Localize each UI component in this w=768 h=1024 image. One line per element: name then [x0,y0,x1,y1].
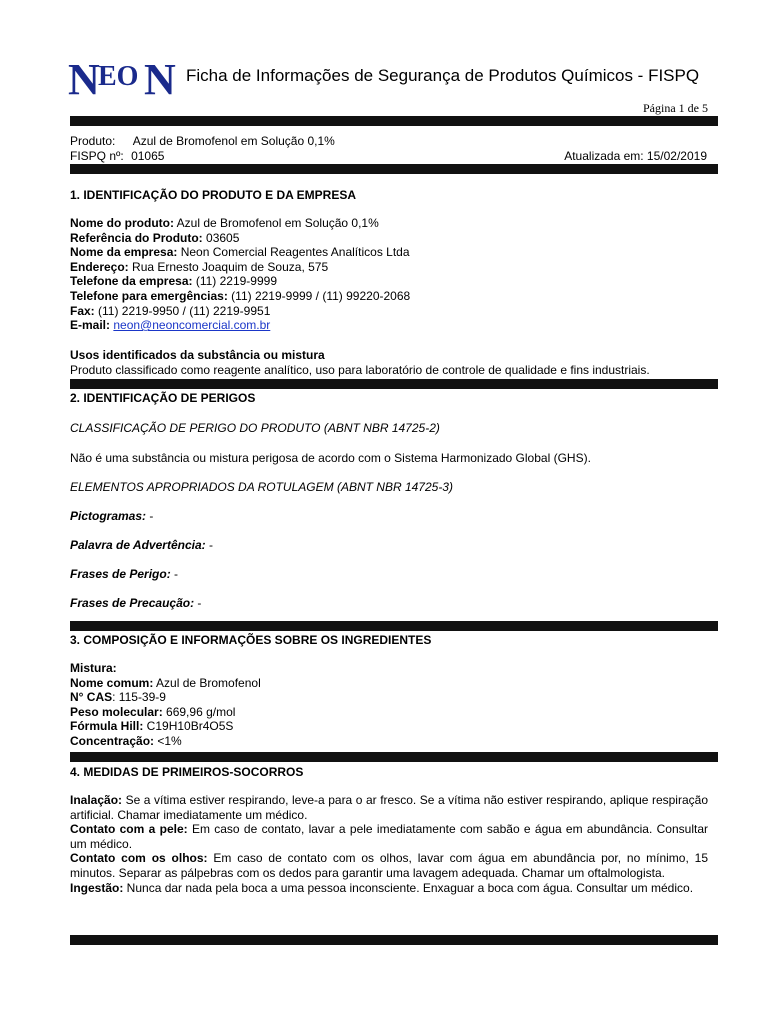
email-link[interactable]: neon@neoncomercial.com.br [113,318,271,333]
field-telefone-emergencia [70,289,410,304]
field-formula-hill [70,719,261,734]
item-label: Palavra de Advertência: [70,538,206,552]
divider-bar [70,752,718,762]
produto-label: Produto: [70,134,116,148]
field-value: C19H10Br4O5S [143,719,234,734]
fispq-value: 01065 [131,149,165,163]
field-referencia [70,231,410,246]
field-value: Rua Ernesto Joaquim de Souza, 575 [128,259,329,274]
field-label: Nome do produto: [70,216,174,230]
fispq-label: FISPQ nº: [70,149,124,163]
field-fax [70,304,410,319]
field-value: Azul de Bromofenol em Solução 0,1% [173,216,379,230]
item-label: Ingestão: [70,880,124,895]
item-label: Contato com os olhos: [70,851,208,866]
document-title: Ficha de Informações de Segurança de Produtos Químicos - FISPQ [186,66,700,85]
field-label: Fax: [70,303,95,318]
field-concentracao [70,734,261,749]
item-text: Em caso de contato, lavar a pele imediatamente com sabão e água em abundância. Consultar um médico. [70,822,708,851]
section-1-heading: 1. IDENTIFICAÇÃO DO PRODUTO E DA EMPRESA [70,188,357,202]
field-value: (11) 2219-9999 [192,274,277,289]
field-telefone-empresa [70,274,410,289]
item-value: - [205,538,213,552]
divider-bar [70,164,718,174]
field-label: Peso molecular: [70,704,163,719]
divider-bar [70,116,718,126]
pictogramas-line [70,509,153,524]
item-label: Contato com a pele: [70,822,188,837]
field-label: Concentração: [70,733,155,748]
logo-letter-n: N [68,55,100,104]
field-label: Fórmula Hill: [70,719,144,734]
field-label: Endereço: [70,259,129,274]
frases-perigo-line [70,567,178,582]
palavra-advertencia-line [70,538,213,553]
mixture-label: Mistura: [70,661,117,675]
field-peso-molecular [70,705,261,720]
field-email [70,318,410,333]
field-value: <1% [154,733,182,748]
field-value: : 115-39-9 [112,690,166,705]
field-label: Telefone para emergências: [70,288,228,303]
classification-text: Não é uma substância ou mistura perigosa de acordo com o Sistema Harmonizado Global (GHS). [70,451,591,465]
field-label: Nome da empresa: [70,245,178,260]
contato-olhos-paragraph [70,851,708,880]
page-number: Página 1 de 5 [643,101,708,115]
field-label: E-mail: [70,318,111,333]
produto-value: Azul de Bromofenol em Solução 0,1% [132,134,335,148]
elements-title: ELEMENTOS APROPRIADOS DA ROTULAGEM (ABNT NBR 14725-3) [70,480,453,494]
section-4-heading: 4. MEDIDAS DE PRIMEIROS-SOCORROS [70,765,304,779]
uses-text: Produto classificado como reagente analítico, uso para laboratório de controle de qualidade e fins industriais. [70,363,650,377]
classification-title: CLASSIFICAÇÃO DE PERIGO DO PRODUTO (ABNT NBR 14725-2) [70,421,440,435]
field-label: N° CAS [70,690,113,705]
field-label: Nome comum: [70,675,154,690]
field-endereco [70,260,410,275]
section-3-fields [70,661,261,749]
section-2-heading: 2. IDENTIFICAÇÃO DE PERIGOS [70,391,256,405]
section-1-fields [70,216,410,333]
field-value: (11) 2219-9999 / (11) 99220-2068 [227,288,411,303]
neon-logo [68,55,178,104]
frases-precaucao-line [70,596,201,611]
section-4-body [70,793,708,895]
inalacao-paragraph [70,793,708,822]
field-label: Referência do Produto: [70,230,203,245]
item-text: Em caso de contato com os olhos, lavar com água em abundância por, no mínimo, 15 minutos. Separar as pálpebras com os dedos para garantir uma lavagem adequada. Chamar um oftalmologista. [70,851,708,880]
ingestao-paragraph [70,881,708,896]
field-nome-comum [70,676,261,691]
section-3-heading: 3. COMPOSIÇÃO E INFORMAÇÕES SOBRE OS INGREDIENTES [70,633,432,647]
field-empresa [70,245,410,260]
logo-letter-n2: N [144,55,176,104]
product-line [70,134,335,149]
field-nome-produto [70,216,410,231]
field-value: 03605 [202,230,240,245]
item-label: Frases de Perigo: [70,567,171,581]
field-value: Azul de Bromofenol [153,675,261,690]
item-label: Pictogramas: [70,509,147,523]
divider-bar [70,379,718,389]
uses-heading: Usos identificados da substância ou mistura [70,348,325,362]
divider-bar [70,935,718,945]
divider-bar [70,621,718,631]
field-cas [70,690,261,705]
item-value: - [146,509,154,523]
item-label: Frases de Precaução: [70,596,195,610]
contato-pele-paragraph [70,822,708,851]
item-text: Se a vítima estiver respirando, leve-a para o ar fresco. Se a vítima não estiver respirando, aplique respiração artificial. Chamar imediatamente um médico. [70,793,708,822]
field-value: (11) 2219-9950 / (11) 2219-9951 [94,303,271,318]
item-label: Inalação: [70,793,123,807]
logo-letters-eo: EO [98,61,139,92]
field-label: Telefone da empresa: [70,274,193,289]
fispq-line [70,149,164,164]
item-text: Nunca dar nada pela boca a uma pessoa inconsciente. Enxaguar a boca com água. Consultar um médico. [123,880,694,895]
field-value: 669,96 g/mol [162,704,236,719]
item-value: - [170,567,179,581]
updated-date: Atualizada em: 15/02/2019 [564,149,707,163]
item-value: - [194,596,202,610]
field-value: Neon Comercial Reagentes Analíticos Ltda [177,245,410,260]
